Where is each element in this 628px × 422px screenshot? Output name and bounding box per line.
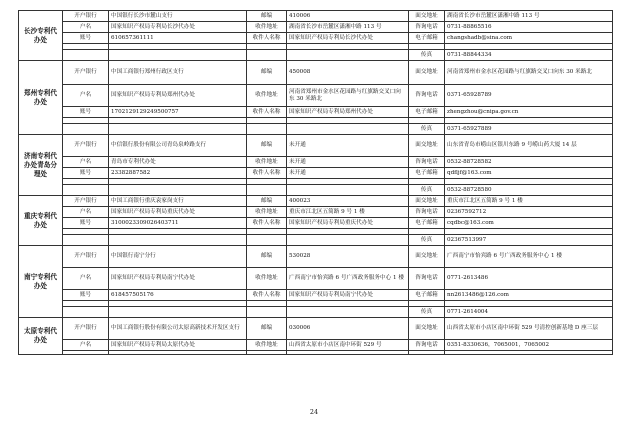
postcode-value: 410006 [287, 11, 409, 22]
label-mail-address: 收件地址 [247, 22, 287, 33]
mail-address-value: 未开通 [287, 157, 409, 168]
office-name: 南宁专利代办处 [19, 246, 63, 318]
office-name: 太原专利代办处 [19, 318, 63, 355]
label-email: 电子邮箱 [409, 168, 445, 179]
label-bank: 开户银行 [63, 196, 109, 207]
office-name: 长沙专利代办处 [19, 11, 63, 61]
label-account-no: 账号 [63, 107, 109, 118]
label-bank: 开户银行 [63, 318, 109, 340]
label-consult-phone: 咨询电话 [409, 268, 445, 290]
label-consult-phone: 咨询电话 [409, 85, 445, 107]
postcode-value: 400023 [287, 196, 409, 207]
recipient-value: 未开通 [287, 168, 409, 179]
office-directory-table [18, 10, 612, 355]
mail-address-value: 湖南省长沙市岳麓区潇湘中路 113 号 [287, 22, 409, 33]
office-name: 重庆专利代办处 [19, 196, 63, 246]
email-value: qdfljf@163.com [445, 168, 613, 179]
bank-value: 中国工商银行重庆袁家岗支行 [109, 196, 247, 207]
office-block-taiyuan [19, 318, 613, 355]
label-fax: 传真 [409, 124, 445, 135]
label-recipient: 收件人名称 [247, 290, 287, 301]
label-email: 电子邮箱 [409, 107, 445, 118]
label-account-no: 账号 [63, 218, 109, 229]
bank-value: 中国银行长沙市麓山支行 [109, 11, 247, 22]
label-visit-address: 面交地址 [409, 196, 445, 207]
mail-address-value: 山西省太原市小店区南中环街 529 号 [287, 340, 409, 351]
account-no-value: 618457505176 [109, 290, 247, 301]
bank-value: 中国工商银行股份有限公司太原高新技术开发区支行 [109, 318, 247, 340]
label-account-no: 账号 [63, 33, 109, 44]
fax-value: 02367513997 [445, 235, 613, 246]
mail-address-value: 广西南宁市怡宾路 6 号广西政务服务中心 1 楼 [287, 268, 409, 290]
office-block-qingdao [19, 135, 613, 196]
label-recipient: 收件人名称 [247, 33, 287, 44]
label-postcode: 邮编 [247, 61, 287, 85]
office-block-chongqing [19, 196, 613, 246]
visit-address-value: 山东省青岛市崂山区银川东路 9 号崂山药大厦 14 层 [445, 135, 613, 157]
label-visit-address: 面交地址 [409, 61, 445, 85]
label-bank: 开户银行 [63, 135, 109, 157]
label-bank: 开户银行 [63, 61, 109, 85]
email-value: zhengzhou@cnipa.gov.cn [445, 107, 613, 118]
label-email: 电子邮箱 [409, 290, 445, 301]
label-mail-address: 收件地址 [247, 268, 287, 290]
email-value: nn2613486@126.com [445, 290, 613, 301]
office-block-zhengzhou [19, 61, 613, 135]
fax-value: 0731-88844334 [445, 50, 613, 61]
consult-phone-value: 0371-65928789 [445, 85, 613, 107]
account-name-value: 国家知识产权局专利局太原代办处 [109, 340, 247, 351]
label-recipient: 收件人名称 [247, 107, 287, 118]
email-value: changshadb@sina.com [445, 33, 613, 44]
postcode-value: 530028 [287, 246, 409, 268]
mail-address-value: 重庆市江北区五简路 9 号 1 楼 [287, 207, 409, 218]
account-name-value: 国家知识产权局专利局长沙代办处 [109, 22, 247, 33]
label-mail-address: 收件地址 [247, 207, 287, 218]
label-fax: 传真 [409, 235, 445, 246]
visit-address-value: 湖南省长沙市岳麓区潇湘中路 113 号 [445, 11, 613, 22]
fax-value: 0371-65927889 [445, 124, 613, 135]
label-account-no: 账号 [63, 168, 109, 179]
postcode-value: 450008 [287, 61, 409, 85]
label-mail-address: 收件地址 [247, 340, 287, 351]
label-visit-address: 面交地址 [409, 135, 445, 157]
postcode-value: 030006 [287, 318, 409, 340]
consult-phone-value: 0731-88865516 [445, 22, 613, 33]
label-postcode: 邮编 [247, 135, 287, 157]
label-email: 电子邮箱 [409, 218, 445, 229]
office-block-changsha [19, 11, 613, 61]
account-no-value: 1702129129249500757 [109, 107, 247, 118]
bank-value: 中国工商银行郑州行政区支行 [109, 61, 247, 85]
consult-phone-value: 0771-2613486 [445, 268, 613, 290]
fax-value: 0771-2614004 [445, 307, 613, 318]
consult-phone-value: 02367592712 [445, 207, 613, 218]
visit-address-value: 山西省太原市小店区南中环街 529 号清控创新基地 D 座三层 [445, 318, 613, 340]
account-no-value: 3100023309026403711 [109, 218, 247, 229]
label-email: 电子邮箱 [409, 33, 445, 44]
label-account-name: 户名 [63, 157, 109, 168]
page-number: 24 [309, 408, 319, 416]
office-block-nanning [19, 246, 613, 318]
label-visit-address: 面交地址 [409, 11, 445, 22]
visit-address-value: 广西南宁市怡宾路 6 号广西政务服务中心 1 楼 [445, 246, 613, 268]
label-recipient: 收件人名称 [247, 218, 287, 229]
label-consult-phone: 咨询电话 [409, 340, 445, 351]
office-name: 郑州专利代办处 [19, 61, 63, 135]
label-postcode: 邮编 [247, 318, 287, 340]
label-consult-phone: 咨询电话 [409, 207, 445, 218]
visit-address-value: 重庆市江北区五简路 9 号 1 楼 [445, 196, 613, 207]
recipient-value: 国家知识产权局专利局重庆代办处 [287, 218, 409, 229]
consult-phone-value: 0532-88728582 [445, 157, 613, 168]
bank-value: 中国银行南宁分行 [109, 246, 247, 268]
account-name-value: 国家知识产权局专利局重庆代办处 [109, 207, 247, 218]
label-fax: 传真 [409, 50, 445, 61]
label-consult-phone: 咨询电话 [409, 157, 445, 168]
label-consult-phone: 咨询电话 [409, 22, 445, 33]
label-visit-address: 面交地址 [409, 318, 445, 340]
label-account-name: 户名 [63, 340, 109, 351]
account-name-value: 国家知识产权局专利局南宁代办处 [109, 268, 247, 290]
label-fax: 传真 [409, 307, 445, 318]
account-no-value: 610657361111 [109, 33, 247, 44]
recipient-value: 国家知识产权局专利局郑州代办处 [287, 107, 409, 118]
office-name: 济南专利代办处青岛分理处 [19, 135, 63, 196]
label-bank: 开户银行 [63, 246, 109, 268]
account-no-value: 23382887582 [109, 168, 247, 179]
account-name-value: 国家知识产权局专利局郑州代办处 [109, 85, 247, 107]
fax-value: 0532-88728580 [445, 185, 613, 196]
label-account-name: 户名 [63, 85, 109, 107]
account-name-value: 青岛市专利代办处 [109, 157, 247, 168]
label-account-name: 户名 [63, 268, 109, 290]
label-postcode: 邮编 [247, 196, 287, 207]
postcode-value: 未开通 [287, 135, 409, 157]
label-postcode: 邮编 [247, 11, 287, 22]
label-account-no: 账号 [63, 290, 109, 301]
label-mail-address: 收件地址 [247, 157, 287, 168]
label-postcode: 邮编 [247, 246, 287, 268]
label-bank: 开户银行 [63, 11, 109, 22]
label-account-name: 户名 [63, 207, 109, 218]
label-mail-address: 收件地址 [247, 85, 287, 107]
visit-address-value: 河南省郑州市金水区花园路与红旗路交叉口向东 30 米路北 [445, 61, 613, 85]
email-value: cqdbc@163.com [445, 218, 613, 229]
label-account-name: 户名 [63, 22, 109, 33]
recipient-value: 国家知识产权局专利局南宁代办处 [287, 290, 409, 301]
label-fax: 传真 [409, 185, 445, 196]
label-recipient: 收件人名称 [247, 168, 287, 179]
bank-value: 中信银行股份有限公司青岛泉岭路支行 [109, 135, 247, 157]
recipient-value: 国家知识产权局专利局长沙代办处 [287, 33, 409, 44]
mail-address-value: 河南省郑州市金水区花园路与红旗路交叉口向东 30 米路北 [287, 85, 409, 107]
label-visit-address: 面交地址 [409, 246, 445, 268]
consult-phone-value: 0351-8330636，7065001，7065002 [445, 340, 613, 351]
